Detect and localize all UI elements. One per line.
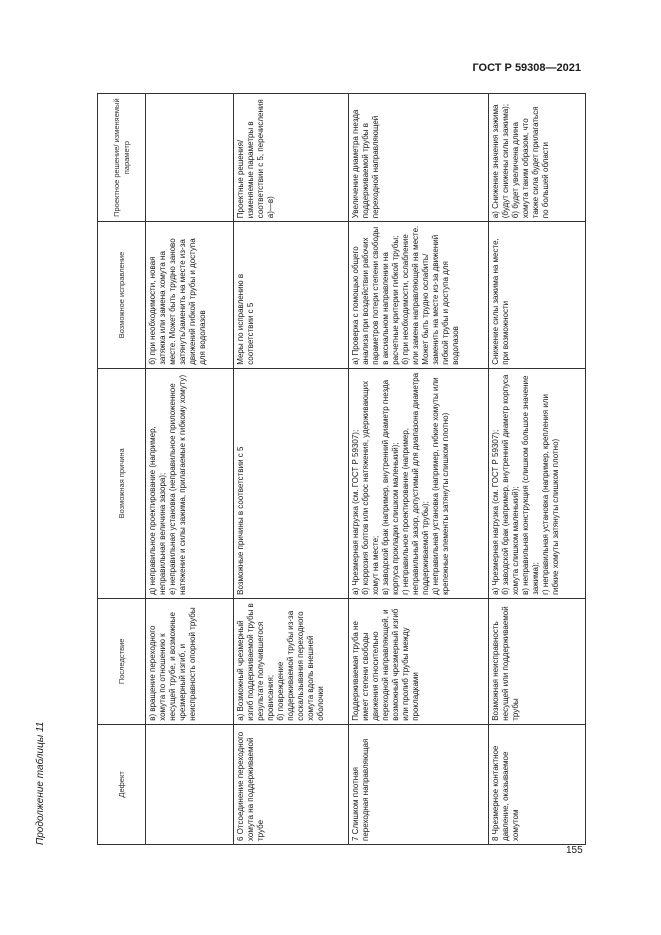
cell-fix: Меры по исправлению в соответствии с 5: [234, 222, 349, 369]
cell-defect: 8 Чрезмерное контактное давление, оказываемое хомутом: [489, 724, 586, 844]
defects-table: [97, 93, 586, 845]
cell-cause: д) неправильное проектирование (например, неправильная величина зазора); е) неправильная установка (неправильное приложенное натяжение и силы зажима, прилагаемые к гибкому хомуту): [146, 368, 234, 598]
cell-consequence: а) Возможный чрезмерный изгиб поддерживаемой трубы в результате получившегося провисания; б) повреждение поддерживаемой трубы из-за соскальзывания переходного хомута вдоль внешней оболочки: [234, 598, 349, 724]
page-number: 155: [566, 845, 583, 856]
cell-design: Проектные решения/изменяемые параметры в соответствии с 5, перечисления а)—в): [234, 94, 349, 222]
cell-cause: Возможные причины в соответствии с 5: [234, 368, 349, 598]
cell-fix: Снижение силы зажима на месте, при возможности: [489, 222, 586, 369]
cell-fix: б) при необходимости, новая затяжка или замена хомута на месте. Может быть трудно заново затянуть/заменить на месте из-за движений гибкой трубы и доступа для водолазов: [146, 222, 234, 369]
table-caption: Продолжение таблицы 11: [35, 721, 46, 845]
column-header-cause: Возможная причина: [98, 368, 146, 598]
table-header-row: [98, 94, 146, 845]
table-row: [234, 94, 349, 845]
cell-defect: 6 Отсоединение переходного хомута на поддерживаемой трубе: [234, 724, 349, 844]
table-row: [489, 94, 586, 845]
cell-cause: а) Чрезмерная нагрузка (см. ГОСТ Р 59307); б) коррозия болтов или сброс натяжения, удерживающих хомут на месте; в) заводской брак (например, внутренний диаметр гнезда корпуса прокладки слишком маленький); г) неправильное проектирование (например, неправильный зазор, допустимый для диапазона диаметра поддерживаемой трубы); д) неправильная установка (например, гибкие хомуты или крепежные элементы затянуты слишком плотно): [349, 368, 489, 598]
table-row: [349, 94, 489, 845]
column-header-design: Проектное решение/ изменяемый параметр: [98, 94, 146, 222]
table-row: [146, 94, 234, 845]
document-header: ГОСТ Р 59308—2021: [472, 62, 581, 74]
cell-consequence: в) вращение переходного хомута по отношению к несущей трубе, и возможные чрезмерный изгиб, и неисправность опорной трубы: [146, 598, 234, 724]
cell-cause: а) Чрезмерная нагрузка (см. ГОСТ Р 59307); б) заводской брак (например, внутренний диаметр корпуса хомута слишком маленький); в) неправильная конструкция (слишком большое значение зажима); г) неправильная установка (например, крепления или гибкие хомуты затянуты слишком плотно): [489, 368, 586, 598]
column-header-consequence: Последствие: [98, 598, 146, 724]
cell-fix: а) Проверка с помощью общего анализа при воздействии рабочих параметров потери степени свободы в аксиальном направлении на расчетные критерии гибкой трубы; б) при необходимости, ослабление или замена направляющей на месте. Может быть трудно ослабить/заменить на месте из-за движений гибкой трубы и доступа для водолазов: [349, 222, 489, 369]
cell-design: а) Снижение значения зажима (будут снижены силы зажима); б) будет увеличена длина хомута таким образом, что также сила будет прилагаться по большей области: [489, 94, 586, 222]
cell-defect: [146, 724, 234, 844]
cell-defect: 7 Слишком плотная переходная направляющая: [349, 724, 489, 844]
cell-design: [146, 94, 234, 222]
rotated-table-container: [97, 93, 585, 845]
cell-design: Увеличение диаметра гнезда поддерживаемой трубы в переходной направляющей: [349, 94, 489, 222]
cell-consequence: Возможная неисправность несущей или поддерживаемой трубы: [489, 598, 586, 724]
column-header-defect: Дефект: [98, 724, 146, 844]
cell-consequence: Поддерживаемая труба не имеет степени свободы движения относительно переходной направляющей, и возможный чрезмерный изгиб или пролиб трубы между прокладками: [349, 598, 489, 724]
column-header-fix: Возможное исправление: [98, 222, 146, 369]
